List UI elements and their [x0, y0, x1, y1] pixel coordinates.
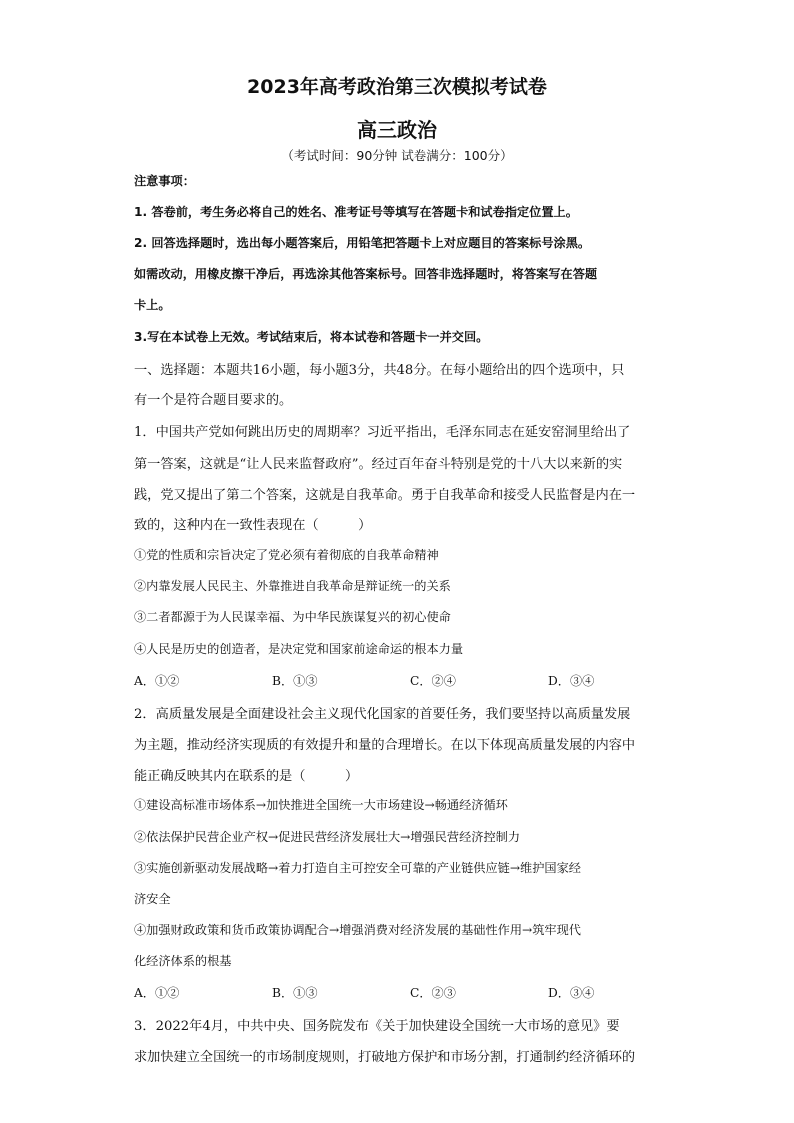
q2-statement-4-cont: 化经济体系的根基	[134, 954, 232, 968]
exam-title: 2023年高考政治第三次模拟考试卷	[247, 76, 547, 98]
q2-option-b: B．①③	[272, 986, 318, 1000]
q1-statement-3: ③二者都源于为人民谋幸福、为中华民族谋复兴的初心使命	[134, 610, 451, 624]
q3-stem: 求加快建立全国统一的市场制度规则，打破地方保护和市场分割，打通制约经济循环的	[134, 1050, 636, 1065]
q1-statement-4: ④人民是历史的创造者，是决定党和国家前途命运的根本力量	[134, 642, 464, 656]
q3-stem: 3．2022年4月，中共中央、国务院发布《关于加快建设全国统一大市场的意见》要	[134, 1019, 620, 1034]
q2-statement-4: ④加强财政政策和货币政策协调配合→增强消费对经济发展的基础性作用→筑牢现代	[134, 923, 581, 937]
section-heading: 一、选择题：本题共16小题，每小题3分，共48分。在每小题给出的四个选项中，只	[134, 363, 625, 378]
q2-option-a: A．①②	[134, 986, 180, 1000]
note-2: 2. 回答选择题时，选出每小题答案后，用铅笔把答题卡上对应题目的答案标号涂黑。	[134, 236, 591, 250]
q1-stem: 第一答案，这就是“让人民来监督政府”。经过百年奋斗特别是党的十八大以来新的实	[134, 457, 623, 472]
q1-stem: 致的，这种内在一致性表现在（ ）	[134, 518, 372, 533]
q2-option-d: D．③④	[548, 986, 595, 1000]
exam-info: （考试时间：90分钟 试卷满分：100分）	[281, 148, 513, 163]
q1-option-b: B．①③	[272, 674, 318, 688]
q2-stem: 2．高质量发展是全面建设社会主义现代化国家的首要任务，我们要坚持以高质量发展	[134, 707, 631, 722]
q1-option-d: D．③④	[548, 674, 595, 688]
q1-option-c: C．②④	[410, 674, 456, 688]
q1-statement-2: ②内靠发展人民民主、外靠推进自我革命是辩证统一的关系	[134, 579, 451, 593]
q2-statement-3: ③实施创新驱动发展战略→着力打造自主可控安全可靠的产业链供应链→维护国家经	[134, 861, 581, 875]
note-2-cont: 如需改动，用橡皮擦干净后，再选涂其他答案标号。回答非选择题时，将答案写在答题	[134, 267, 598, 281]
q1-statement-1: ①党的性质和宗旨决定了党必须有着彻底的自我革命精神	[134, 548, 439, 562]
q2-statement-1: ①建设高标准市场体系→加快推进全国统一大市场建设→畅通经济循环	[134, 798, 508, 812]
q2-statement-2: ②依法保护民营企业产权→促进民营经济发展壮大→增强民营经济控制力	[134, 830, 521, 844]
note-3: 3.写在本试卷上无效。考试结束后，将本试卷和答题卡一并交回。	[134, 330, 489, 344]
note-2-end: 卡上。	[134, 298, 171, 312]
exam-subtitle: 高三政治	[357, 118, 437, 142]
q1-stem: 1．中国共产党如何跳出历史的周期率？习近平指出，毛泽东同志在延安窑洞里给出了	[134, 425, 631, 440]
q1-option-a: A．①②	[134, 674, 180, 688]
q2-statement-3-cont: 济安全	[134, 892, 171, 906]
q2-option-c: C．②③	[410, 986, 456, 1000]
q2-stem: 为主题，推动经济实现质的有效提升和量的合理增长。在以下体现高质量发展的内容中	[134, 738, 636, 753]
note-1: 1. 答卷前，考生务必将自己的姓名、准考证号等填写在答题卡和试卷指定位置上。	[134, 205, 578, 219]
notes-heading: 注意事项：	[134, 174, 195, 188]
q1-stem: 践，党又提出了第二个答案，这就是自我革命。勇于自我革命和接受人民监督是内在一	[134, 488, 636, 503]
q2-stem: 能正确反映其内在联系的是（ ）	[134, 769, 359, 784]
section-heading-cont: 有一个是符合题目要求的。	[134, 393, 293, 408]
